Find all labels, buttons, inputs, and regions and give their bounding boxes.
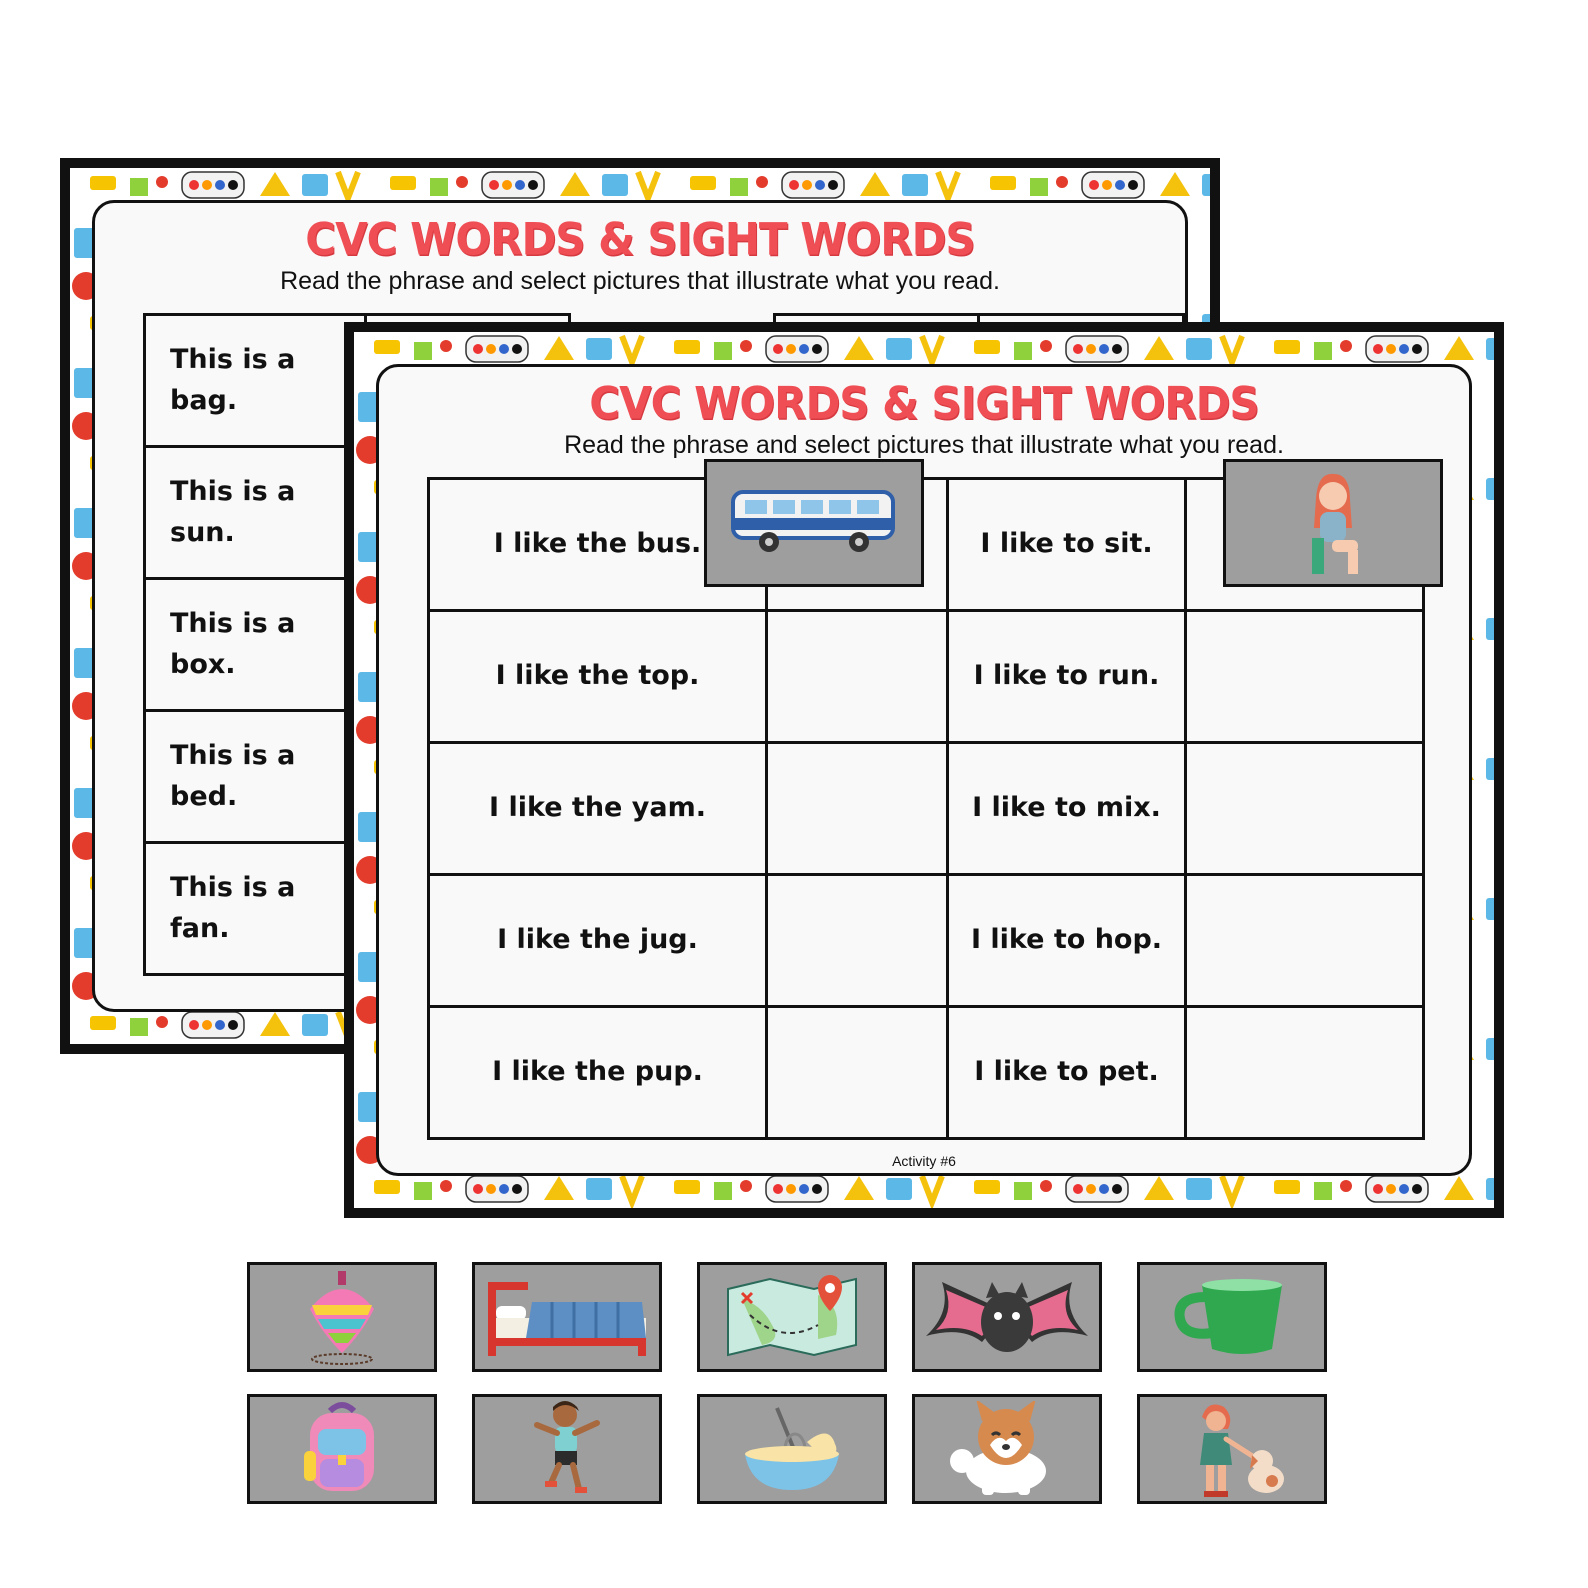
worksheet-front	[344, 322, 1504, 1218]
picture-card-mug[interactable]	[1137, 1262, 1327, 1372]
phrase-cell: I like the bus.	[429, 479, 767, 611]
phrase-cell: I like the yam.	[429, 743, 767, 875]
bed-icon	[482, 1272, 652, 1362]
bat-icon	[922, 1272, 1092, 1362]
backpack-icon	[300, 1401, 384, 1497]
phrase-cell: I like to pet.	[948, 1007, 1186, 1139]
table-row	[948, 1007, 1424, 1139]
worksheet-title: CVC WORDS & SIGHT WORDS	[305, 213, 975, 266]
picture-card-bag[interactable]	[247, 1394, 437, 1504]
picture-card-pet[interactable]	[1137, 1394, 1327, 1504]
map-icon	[722, 1275, 862, 1359]
picture-card-top[interactable]	[247, 1262, 437, 1372]
phrase-cell: This is a bed.	[145, 711, 366, 843]
table-row	[948, 743, 1424, 875]
phrase-cell: I like to sit.	[948, 479, 1186, 611]
phrase-cell: This is a fan.	[145, 843, 366, 975]
phrase-cell: I like the jug.	[429, 875, 767, 1007]
picture-card-bed[interactable]	[472, 1262, 662, 1372]
puppy-icon	[942, 1401, 1072, 1497]
table-row	[429, 1007, 1005, 1139]
mug-icon	[1172, 1275, 1292, 1359]
table-row	[429, 743, 1005, 875]
table-row	[948, 875, 1424, 1007]
table-row	[429, 875, 1005, 1007]
picture-card-mix[interactable]	[697, 1394, 887, 1504]
phrase-cell: This is a box.	[145, 579, 366, 711]
phrase-cell: I like the pup.	[429, 1007, 767, 1139]
answer-cell[interactable]	[1186, 1007, 1424, 1139]
worksheet-instructions: Read the phrase and select pictures that illustrate what you read.	[280, 267, 1000, 295]
placed-picture-bus[interactable]	[704, 459, 924, 587]
picture-card-bat[interactable]	[912, 1262, 1102, 1372]
girl-petting-dog-icon	[1172, 1399, 1292, 1499]
worksheet-title: CVC WORDS & SIGHT WORDS	[589, 377, 1259, 430]
table-row	[429, 611, 1005, 743]
table-row	[948, 611, 1424, 743]
phrase-cell: This is a sun.	[145, 447, 366, 579]
answer-cell[interactable]	[1186, 875, 1424, 1007]
placed-picture-sit[interactable]	[1223, 459, 1443, 587]
phrase-cell: I like to hop.	[948, 875, 1186, 1007]
bus-icon	[729, 488, 899, 558]
spinning-top-icon	[302, 1269, 382, 1365]
answer-cell[interactable]	[1186, 611, 1424, 743]
answer-cell[interactable]	[1186, 743, 1424, 875]
mixing-bowl-icon	[737, 1404, 847, 1494]
worksheet-instructions: Read the phrase and select pictures that illustrate what you read.	[564, 431, 1284, 459]
picture-card-run[interactable]	[472, 1394, 662, 1504]
running-boy-icon	[527, 1399, 607, 1499]
girl-sitting-icon	[1298, 468, 1368, 578]
picture-card-map[interactable]	[697, 1262, 887, 1372]
activity-number: Activity #6	[892, 1153, 956, 1169]
phrase-cell: I like to run.	[948, 611, 1186, 743]
phrase-cell: I like to mix.	[948, 743, 1186, 875]
worksheet-card	[376, 364, 1472, 1176]
phrase-cell: This is a bag.	[145, 315, 366, 447]
picture-card-pup[interactable]	[912, 1394, 1102, 1504]
phrase-cell: I like the top.	[429, 611, 767, 743]
